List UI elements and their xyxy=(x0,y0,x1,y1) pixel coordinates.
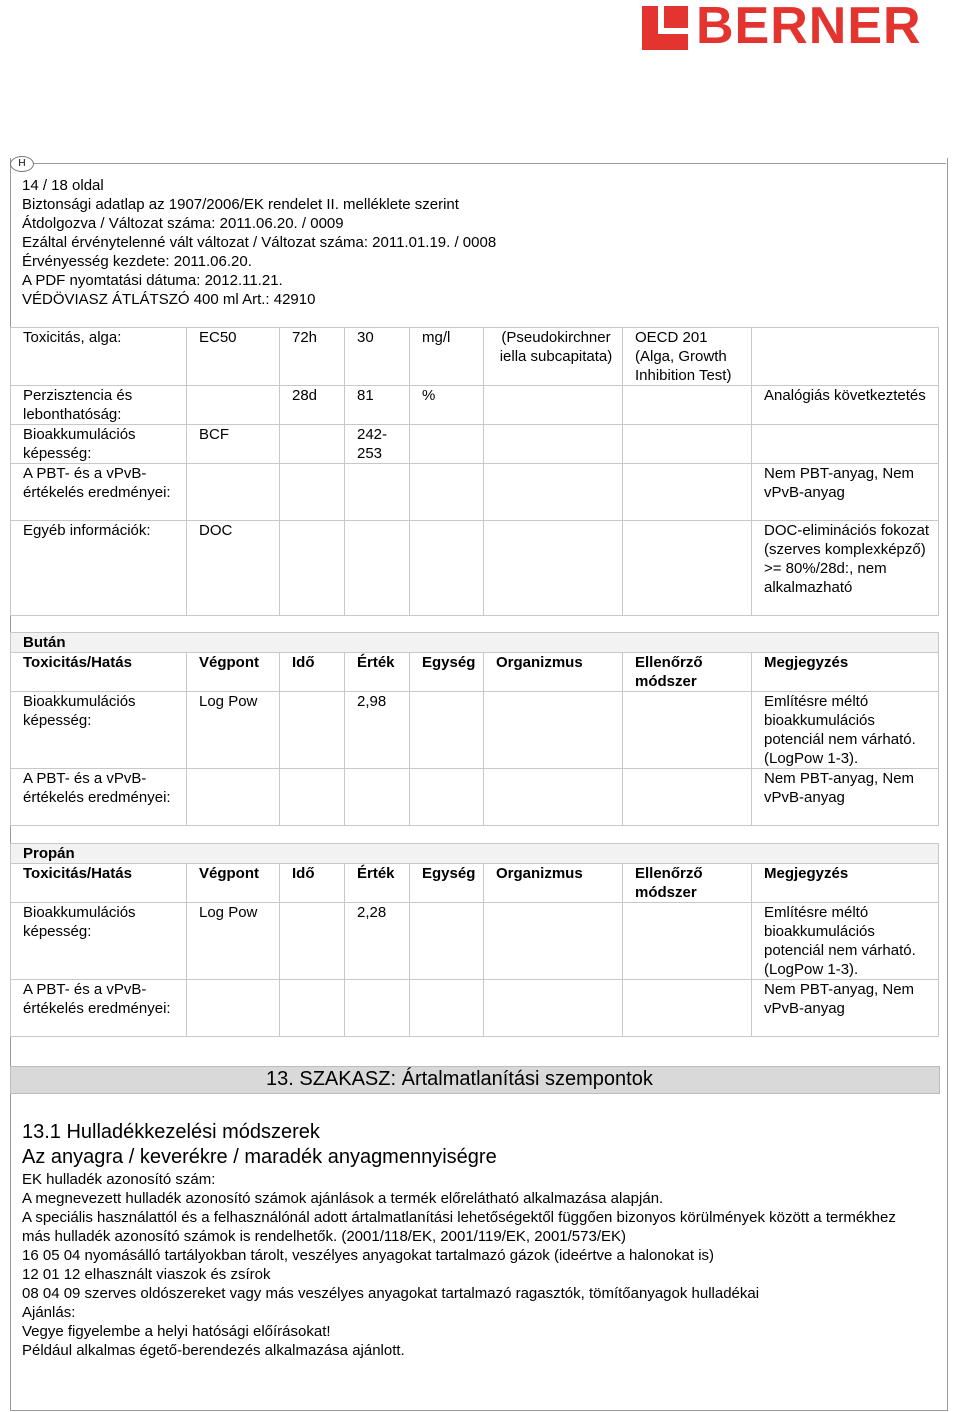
table-row xyxy=(11,386,939,425)
table-cell: mg/l xyxy=(410,328,484,386)
column-header: Organizmus xyxy=(484,653,623,692)
table-cell xyxy=(484,980,623,1037)
table-cell: A PBT- és a vPvB-értékelés eredményei: xyxy=(11,464,187,521)
table-cell: Log Pow xyxy=(187,903,280,980)
table-cell xyxy=(623,980,752,1037)
ecotox-table xyxy=(10,327,939,616)
table-cell: DOC xyxy=(187,521,280,616)
table-cell: Bioakkumulációs képesség: xyxy=(11,425,187,464)
table-cell: EC50 xyxy=(187,328,280,386)
table-cell xyxy=(280,521,345,616)
table-cell: Bioakkumulációs képesség: xyxy=(11,692,187,769)
berner-logo-text: BERNER xyxy=(696,0,922,55)
product-name: VÉDÖVIASZ ÁTLÁTSZÓ 400 ml Art.: 42910 xyxy=(22,291,316,308)
table-cell: 72h xyxy=(280,328,345,386)
substance-title-butan: Bután xyxy=(11,633,939,653)
table-cell: Perzisztencia és lebonthatóság: xyxy=(11,386,187,425)
column-header: Idő xyxy=(280,864,345,903)
table-cell xyxy=(280,980,345,1037)
table-cell xyxy=(623,386,752,425)
table-cell xyxy=(410,769,484,826)
column-header: Toxicitás/Hatás xyxy=(11,864,187,903)
table-cell: 30 xyxy=(345,328,410,386)
table-row xyxy=(11,769,939,826)
table-cell: Említésre méltó bioakkumulációs potenciál nem várható. (LogPow 1-3). xyxy=(752,692,939,769)
table-cell xyxy=(410,980,484,1037)
body-line: más hulladék azonosító számok is rendelhetők. (2001/118/EK, 2001/119/EK, 2001/573/EK) xyxy=(22,1228,626,1245)
section-13-bar xyxy=(10,1066,940,1094)
table-header-row xyxy=(11,653,939,692)
table-cell xyxy=(280,692,345,769)
column-header: Megjegyzés xyxy=(752,864,939,903)
column-header: Organizmus xyxy=(484,864,623,903)
table-cell: Log Pow xyxy=(187,692,280,769)
column-header: Érték xyxy=(345,864,410,903)
table-cell xyxy=(187,386,280,425)
table-cell: A PBT- és a vPvB-értékelés eredményei: xyxy=(11,769,187,826)
table-cell xyxy=(623,521,752,616)
table-row xyxy=(11,903,939,980)
table-cell: Bioakkumulációs képesség: xyxy=(11,903,187,980)
header-badge: H xyxy=(10,156,34,172)
table-cell: Nem PBT-anyag, Nem vPvB-anyag xyxy=(752,769,939,826)
body-line: EK hulladék azonosító szám: xyxy=(22,1171,216,1188)
table-cell: Toxicitás, alga: xyxy=(11,328,187,386)
table-cell xyxy=(187,464,280,521)
table-row xyxy=(11,980,939,1037)
table-cell xyxy=(484,769,623,826)
table-cell xyxy=(410,903,484,980)
document-type: Biztonsági adatlap az 1907/2006/EK rendelet II. melléklete szerint xyxy=(22,196,459,213)
table-title-row xyxy=(11,844,939,864)
butan-table xyxy=(10,632,939,826)
table-cell xyxy=(623,464,752,521)
revision-info: Átdolgozva / Változat száma: 2011.06.20. / 0009 xyxy=(22,215,344,232)
table-cell xyxy=(280,903,345,980)
subsection-subheading: Az anyagra / keverékre / maradék anyagmennyiségre xyxy=(22,1146,497,1168)
table-cell: (Pseudokirchner iella subcapitata) xyxy=(484,328,623,386)
table-cell xyxy=(484,425,623,464)
table-cell xyxy=(623,425,752,464)
table-cell xyxy=(345,769,410,826)
table-cell xyxy=(484,521,623,616)
table-cell: Nem PBT-anyag, Nem vPvB-anyag xyxy=(752,464,939,521)
column-header: Idő xyxy=(280,653,345,692)
body-line: 16 05 04 nyomásálló tartályokban tárolt, veszélyes anyagokat tartalmazó gázok (ideértve a halonokat is) xyxy=(22,1247,715,1264)
table-cell xyxy=(623,692,752,769)
column-header: Egység xyxy=(410,864,484,903)
table-cell: 2,98 xyxy=(345,692,410,769)
body-line: A speciális használattól és a felhasználónál adott ártalmatlanítási lehetőségektől függően bizonyos körülmények között a termékhez xyxy=(22,1209,896,1226)
table-cell xyxy=(345,464,410,521)
table-cell xyxy=(623,769,752,826)
body-line: A megnevezett hulladék azonosító számok ajánlások a termék előrelátható alkalmazása alapján. xyxy=(22,1190,664,1207)
column-header: Egység xyxy=(410,653,484,692)
body-line: Vegye figyelembe a helyi hatósági előírásokat! xyxy=(22,1323,331,1340)
table-cell: Nem PBT-anyag, Nem vPvB-anyag xyxy=(752,980,939,1037)
table-cell xyxy=(345,980,410,1037)
superseded-version: Ezáltal érvénytelenné vált változat / Változat száma: 2011.01.19. / 0008 xyxy=(22,234,497,251)
pdf-print-date: A PDF nyomtatási dátuma: 2012.11.21. xyxy=(22,272,283,289)
column-header: Toxicitás/Hatás xyxy=(11,653,187,692)
substance-title-propan: Propán xyxy=(11,844,939,864)
column-header: Megjegyzés xyxy=(752,653,939,692)
table-row xyxy=(11,425,939,464)
table-cell: DOC-eliminációs fokozat (szerves komplexképző) >= 80%/28d:, nem alkalmazható xyxy=(752,521,939,616)
column-header: Érték xyxy=(345,653,410,692)
table-cell xyxy=(752,425,939,464)
table-title-row xyxy=(11,633,939,653)
berner-logo-mark-icon xyxy=(642,6,688,50)
table-cell: Említésre méltó bioakkumulációs potenciál nem várható. (LogPow 1-3). xyxy=(752,903,939,980)
table-cell xyxy=(410,464,484,521)
table-cell: Analógiás következtetés xyxy=(752,386,939,425)
table-cell: 242- 253 xyxy=(345,425,410,464)
table-cell xyxy=(484,692,623,769)
table-cell xyxy=(410,692,484,769)
section-13-title: 13. SZAKASZ: Ártalmatlanítási szempontok xyxy=(266,1068,653,1090)
body-line: 12 01 12 elhasznált viaszok és zsírok xyxy=(22,1266,271,1283)
table-header-row xyxy=(11,864,939,903)
body-line: 08 04 09 szerves oldószereket vagy más veszélyes anyagokat tartalmazó ragasztók, tömítőanyagok hulladékai xyxy=(22,1285,760,1302)
section-13-body xyxy=(22,1120,922,1360)
table-cell xyxy=(345,521,410,616)
table-cell xyxy=(484,464,623,521)
document-header xyxy=(22,176,496,309)
table-cell xyxy=(623,903,752,980)
table-cell xyxy=(187,980,280,1037)
table-cell: OECD 201 (Alga, Growth Inhibition Test) xyxy=(623,328,752,386)
table-row xyxy=(11,464,939,521)
table-cell xyxy=(752,328,939,386)
table-cell: Egyéb információk: xyxy=(11,521,187,616)
table-cell: A PBT- és a vPvB-értékelés eredményei: xyxy=(11,980,187,1037)
propan-table xyxy=(10,843,939,1037)
table-cell xyxy=(280,425,345,464)
table-cell: 2,28 xyxy=(345,903,410,980)
subsection-heading: 13.1 Hulladékkezelési módszerek xyxy=(22,1121,320,1143)
table-cell xyxy=(280,464,345,521)
column-header: Végpont xyxy=(187,653,280,692)
berner-logo xyxy=(642,0,960,55)
table-row xyxy=(11,521,939,616)
column-header: Ellenőrző módszer xyxy=(623,653,752,692)
table-cell xyxy=(410,425,484,464)
table-cell xyxy=(484,903,623,980)
table-cell: % xyxy=(410,386,484,425)
column-header: Végpont xyxy=(187,864,280,903)
valid-from: Érvényesség kezdete: 2011.06.20. xyxy=(22,253,252,270)
page-frame-top xyxy=(30,163,946,164)
body-line: Például alkalmas égető-berendezés alkalmazása ajánlott. xyxy=(22,1342,405,1359)
table-cell xyxy=(484,386,623,425)
table-row xyxy=(11,328,939,386)
table-cell: 28d xyxy=(280,386,345,425)
table-cell xyxy=(187,769,280,826)
table-cell: 81 xyxy=(345,386,410,425)
page-number: 14 / 18 oldal xyxy=(22,177,104,194)
body-line: Ajánlás: xyxy=(22,1304,76,1321)
column-header: Ellenőrző módszer xyxy=(623,864,752,903)
table-row xyxy=(11,692,939,769)
table-cell xyxy=(280,769,345,826)
table-cell: BCF xyxy=(187,425,280,464)
table-cell xyxy=(410,521,484,616)
